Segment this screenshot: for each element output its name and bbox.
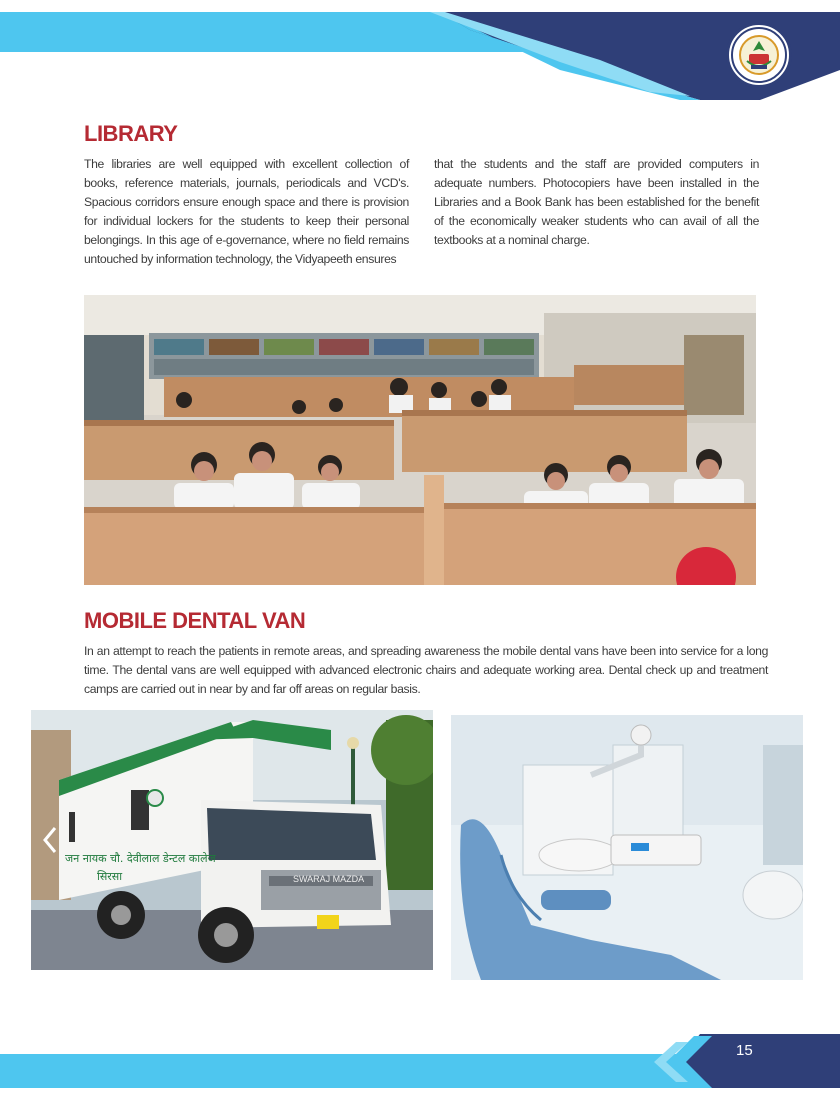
library-heading: LIBRARY [84, 121, 178, 146]
dental-van-heading: MOBILE DENTAL VAN [84, 608, 306, 633]
dental-chair-interior-photo [451, 715, 803, 980]
van-side-text: जन नायक चौ. देवीलाल डेन्टल कालेज [65, 852, 216, 865]
van-brand: SWARAJ MAZDA [293, 874, 365, 884]
header-band [0, 0, 840, 110]
van-side-text-2: सिरसा [97, 870, 123, 883]
footer-band [0, 1030, 840, 1104]
library-reading-hall-photo [84, 295, 756, 585]
library-text-column-1: The libraries are well equipped with excellent collection of books, reference materials, journals, periodicals and VCD's. Spacious corridors ensure enough space and there is provision for individual lockers for the students to keep their personal belongings. In this age of e-governance, where no field remains untouched by information technology, the Vidyapeeth ensures [84, 157, 409, 266]
page-number: 15 [736, 1042, 753, 1059]
dental-van-exterior-photo [31, 710, 433, 970]
library-text-column-2: that the students and the staff are provided computers in adequate numbers. Photocopiers have been installed in the Libraries and a Book Bank has been established for the benefit of the economically weaker students who can avail of all the textbooks at a nominal charge. [434, 157, 759, 247]
university-seal-logo [726, 22, 792, 88]
dental-van-text: In an attempt to reach the patients in remote areas, and spreading awareness the mobile dental vans have been into service for a long time. The dental vans are well equipped with advanced electronic chairs and adequate working area. Dental check up and treatment camps are carried out in near by and far off areas on regular basis. [84, 644, 768, 696]
